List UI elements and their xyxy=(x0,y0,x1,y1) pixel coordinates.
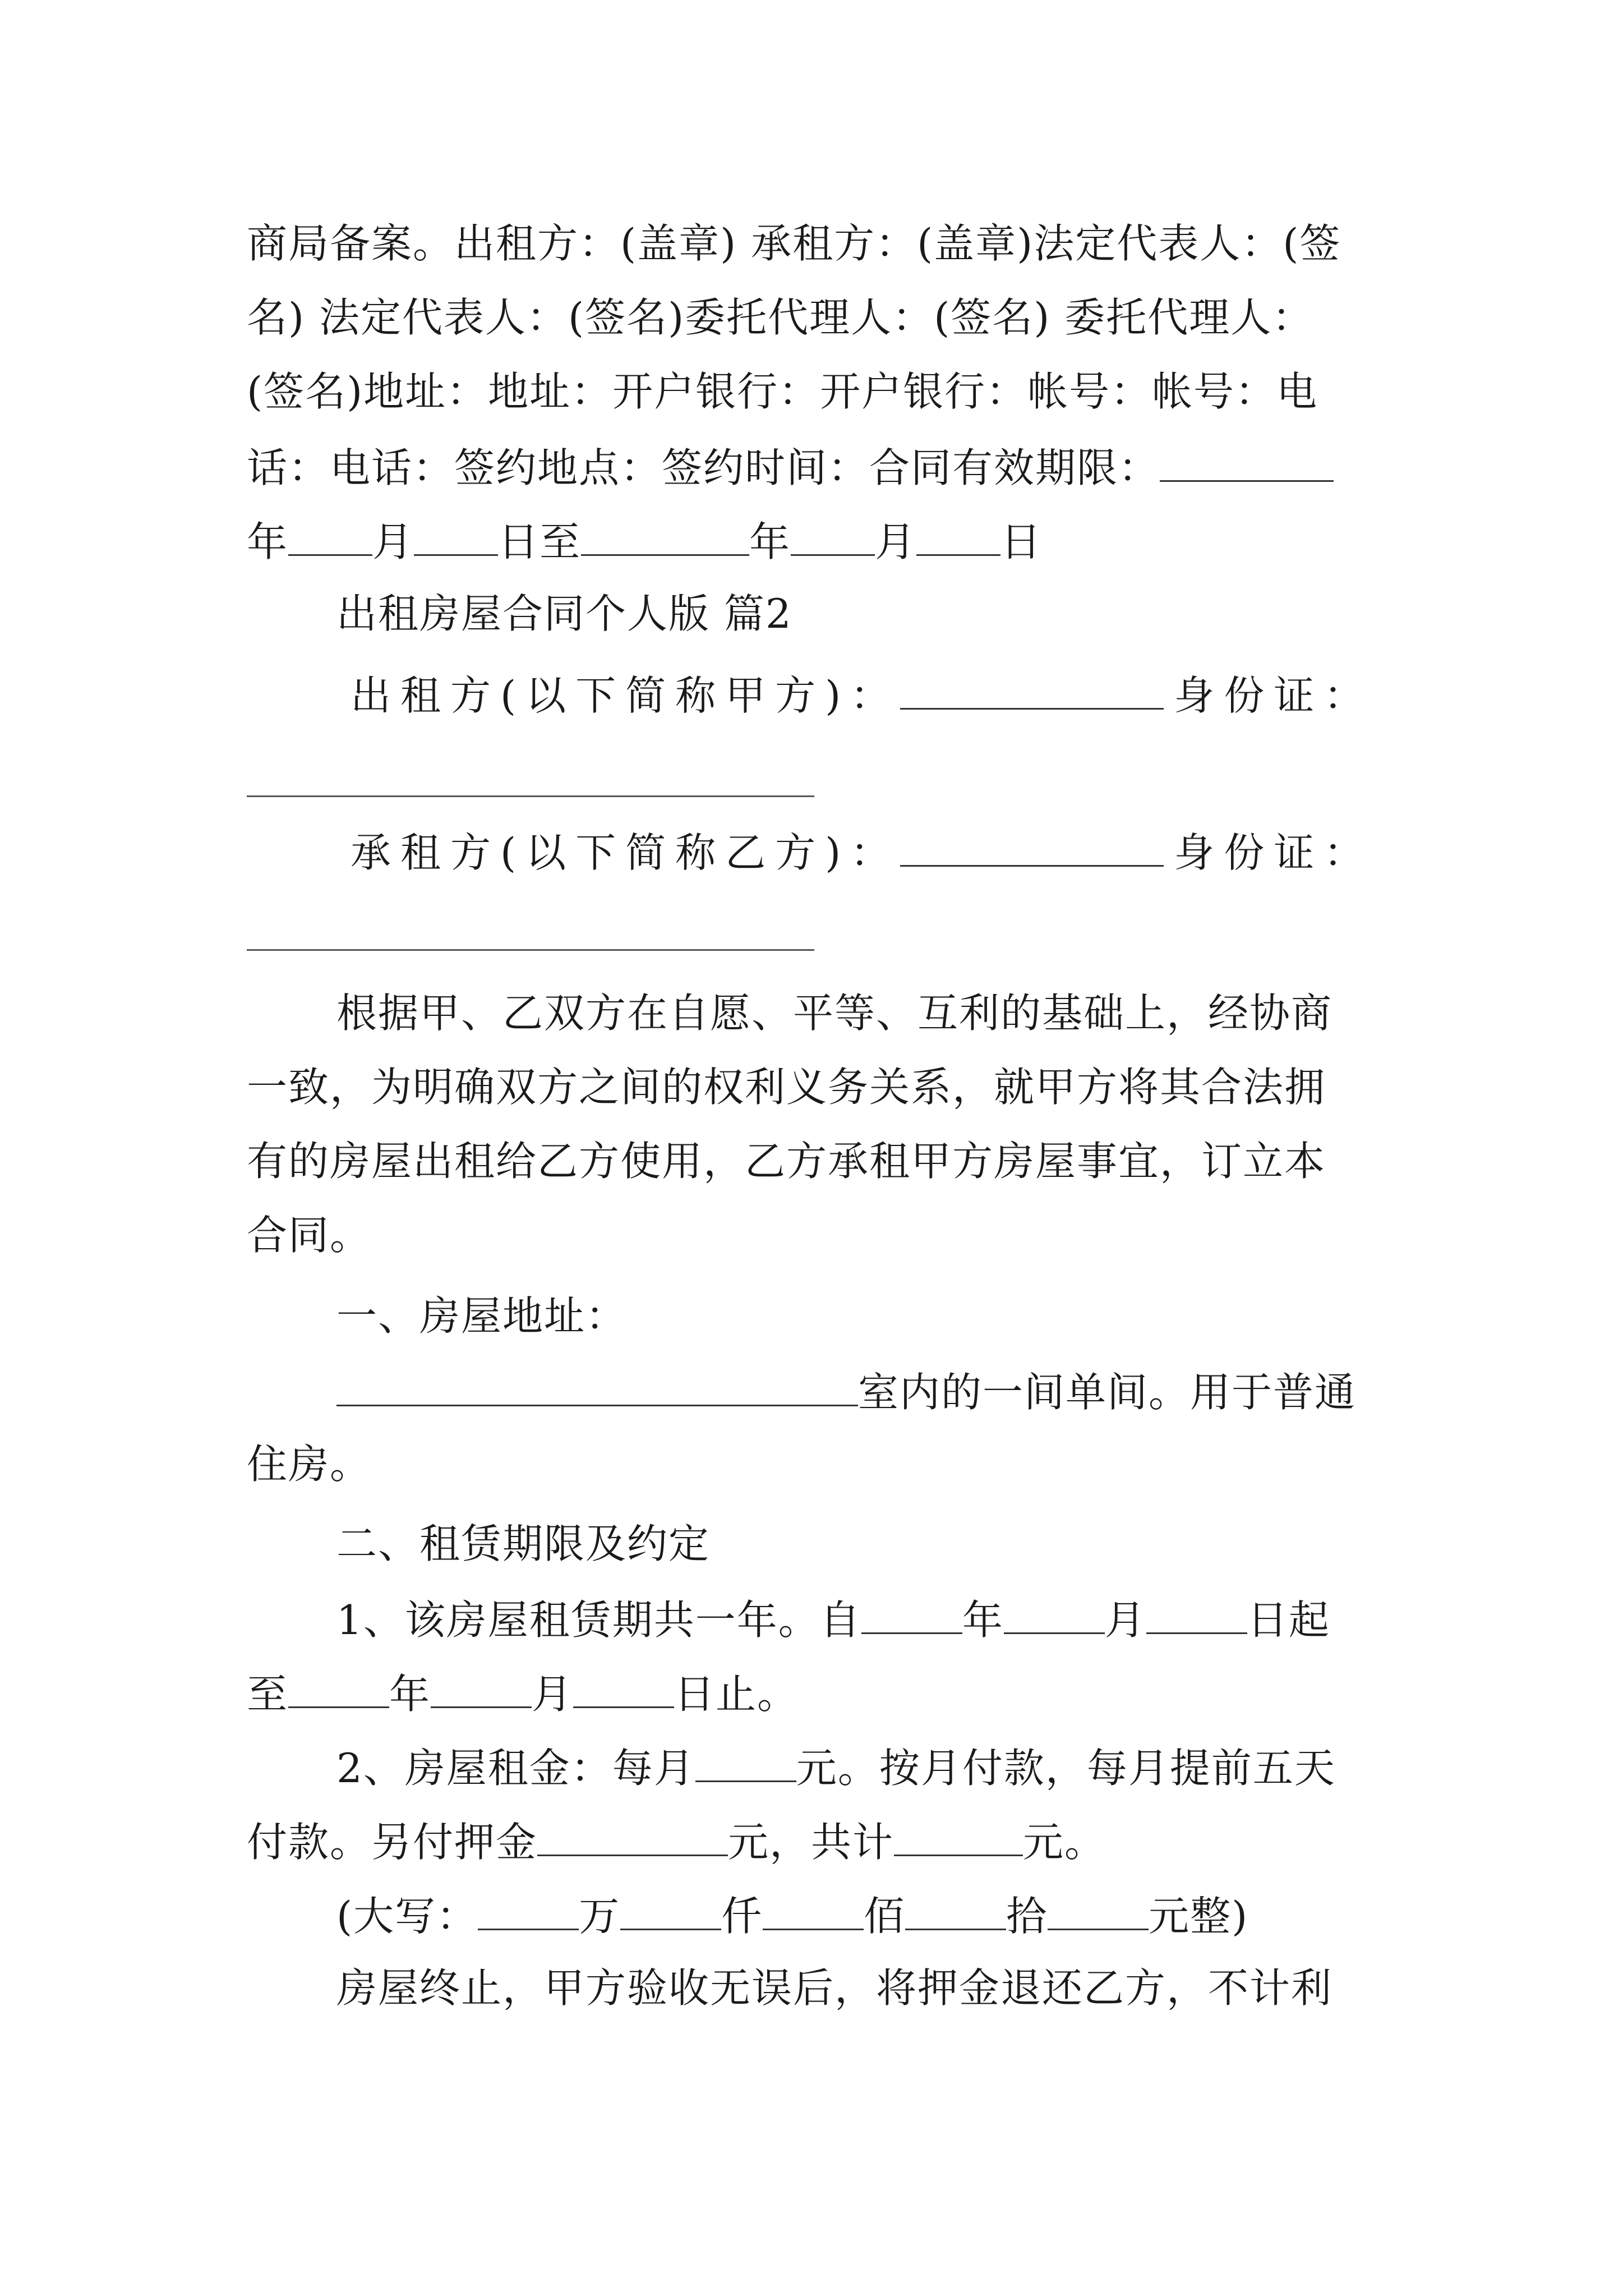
text-fragment: 仟 xyxy=(721,1893,763,1940)
blank-field xyxy=(695,1746,796,1782)
text-fragment: 佰 xyxy=(864,1893,906,1940)
blank-field xyxy=(581,519,749,556)
party-b-name-field xyxy=(900,830,1164,867)
party-a-id-field xyxy=(247,795,814,797)
party-a-label: 出租方(以下简称甲方)： xyxy=(351,672,901,719)
address-field xyxy=(336,1370,858,1406)
paragraph-line: 合同。 xyxy=(247,1212,372,1259)
text-fragment: 2、房屋租金：每月 xyxy=(336,1745,695,1792)
party-b-id-label: 身份证： xyxy=(1174,829,1374,876)
blank-field xyxy=(288,519,372,556)
blank-field xyxy=(861,1598,962,1634)
text-fragment: 元整) xyxy=(1149,1893,1249,1940)
blank-field xyxy=(905,1894,1006,1930)
blank-field xyxy=(1160,445,1334,482)
text-fragment: 年 xyxy=(749,518,791,565)
text-fragment: 1、该房屋租赁期共一年。自 xyxy=(336,1596,861,1644)
text-fragment: 年 xyxy=(389,1671,431,1718)
paragraph-line: 一致，为明确双方之间的权利义务关系，就甲方将其合法拥 xyxy=(247,1064,1326,1111)
section-heading: 一、房屋地址： xyxy=(336,1292,628,1340)
amount-line xyxy=(336,1893,1249,1940)
blank-field xyxy=(573,1672,674,1708)
blank-field xyxy=(763,1894,864,1930)
rent-line xyxy=(336,1745,1336,1792)
blank-field xyxy=(431,1672,532,1708)
text-fragment: 日止。 xyxy=(674,1671,799,1718)
text-fragment: 至 xyxy=(247,1671,289,1718)
term-line xyxy=(336,1596,1330,1644)
text-fragment: 月 xyxy=(1104,1596,1146,1644)
blank-field xyxy=(791,519,875,556)
blank-field xyxy=(414,519,498,556)
text-fragment: 日 xyxy=(1000,518,1043,565)
text-fragment: 日至 xyxy=(498,518,582,565)
party-a-name-field xyxy=(900,673,1164,710)
section-heading: 二、租赁期限及约定 xyxy=(336,1520,711,1567)
text-fragment: 月 xyxy=(372,518,414,565)
text-fragment: 元，共计 xyxy=(728,1819,895,1866)
text-fragment: 万 xyxy=(579,1893,621,1940)
blank-field xyxy=(1048,1894,1149,1930)
blank-field xyxy=(1146,1598,1247,1634)
party-a-line xyxy=(351,672,1374,719)
text-fragment: 元。按月付款，每月提前五天 xyxy=(796,1745,1336,1792)
party-b-line xyxy=(351,829,1374,876)
blank-field xyxy=(478,1894,579,1930)
text-line: 名) 法定代表人：(签名)委托代理人：(签名) 委托代理人： xyxy=(247,294,1314,341)
term-line xyxy=(247,1671,799,1718)
address-line xyxy=(336,1369,1357,1416)
paragraph-line: 房屋终止，甲方验收无误后，将押金退还乙方，不计利 xyxy=(336,1964,1333,2012)
party-b-id-field xyxy=(247,949,814,951)
blank-field xyxy=(288,1672,389,1708)
blank-field xyxy=(620,1894,721,1930)
paragraph-line: 根据甲、乙双方在自愿、平等、互利的基础上，经协商 xyxy=(336,990,1333,1037)
text-fragment: 付款。另付押金 xyxy=(247,1819,538,1866)
text-fragment: 日起 xyxy=(1247,1596,1330,1644)
text-line: 住房。 xyxy=(247,1441,372,1488)
text-fragment: 月 xyxy=(875,518,917,565)
blank-field xyxy=(1004,1598,1105,1634)
text-fragment: (大写： xyxy=(336,1893,478,1940)
text-fragment: 年 xyxy=(962,1596,1004,1644)
text-fragment: 拾 xyxy=(1006,1893,1048,1940)
text-fragment: 月 xyxy=(532,1671,574,1718)
paragraph-line: 有的房屋出租给乙方使用，乙方承租甲方房屋事宜，订立本 xyxy=(247,1138,1326,1185)
section-heading: 出租房屋合同个人版 篇2 xyxy=(336,590,792,637)
text-line xyxy=(247,518,1043,565)
text-fragment: 话：电话：签约地点：签约时间：合同有效期限： xyxy=(247,444,1160,491)
blank-field xyxy=(916,519,1000,556)
text-line xyxy=(247,444,1334,491)
text-fragment: 元。 xyxy=(1023,1819,1106,1866)
rent-line xyxy=(247,1819,1106,1866)
text-fragment: 室内的一间单间。用于普通 xyxy=(858,1369,1357,1416)
blank-field xyxy=(894,1820,1023,1856)
text-line: (签名)地址：地址：开户银行：开户银行：帐号：帐号：电 xyxy=(247,368,1318,415)
blank-field xyxy=(537,1820,728,1856)
party-b-label: 承租方(以下简称乙方)： xyxy=(351,829,901,876)
party-a-id-label: 身份证： xyxy=(1174,672,1374,719)
text-line: 商局备案。出租方：(盖章) 承租方：(盖章)法定代表人：(签 xyxy=(247,220,1341,267)
text-fragment: 年 xyxy=(247,518,289,565)
